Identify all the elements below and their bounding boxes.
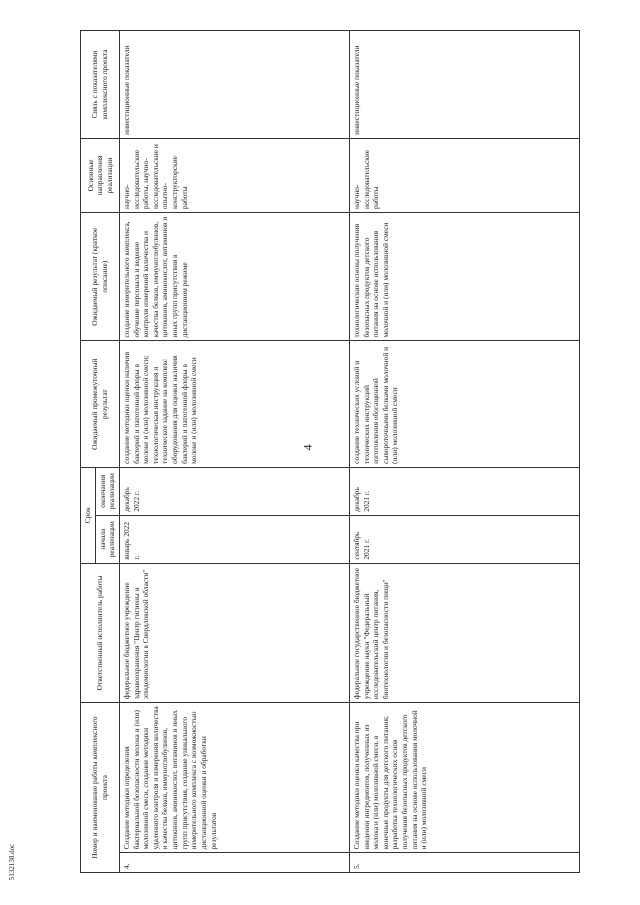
header-executor: Ответственный исполнитель работы [81, 563, 120, 702]
row-directions: научно-исследовательские работы [349, 138, 579, 212]
row-end: декабрь 2021 г. [349, 467, 579, 515]
page-number: 4 [300, 444, 315, 451]
rotated-page [80, 30, 640, 873]
row-start: январь 2022 г. [119, 515, 349, 563]
row-number: 5. [349, 853, 579, 873]
row-work-name: Создание методики определения бактериальной безопасности молока и (или) молозивной смеси, создание методики удаленного контроля и измерения количества и качества белков, иммуноглобулинов, цитокинов, аминокислот, витаминов и иных групп присутствия, создание уникального измерительного комплекса с возможностью дистанционной оценки и обработки результатов [119, 703, 349, 853]
table-row [349, 31, 579, 873]
row-expected-result: создание измерительного комплекса, обучение персонала и ведение контроля измерений количества и качества белков, иммуноглобулинов, цитокинов, аминокислот, витаминов и иных групп присутствия в дистанционном режиме [119, 212, 349, 341]
row-link: инвестиционные показатели [119, 31, 349, 139]
row-link: инвестиционные показатели [349, 31, 579, 139]
header-interim-result: Ожидаемый промежуточный результат [81, 341, 120, 467]
project-table [80, 30, 580, 873]
header-end: окончания реализации [95, 467, 119, 515]
header-start: начала реализации [95, 515, 119, 563]
document-filename: 5132138.doc [8, 843, 17, 881]
row-work-name: Создание методики оценки качества при введении ингредиентов, полученных из молока и (или) молозивной смеси, в конечные продукты для детского питания; разработка технологических основ получения безопасных продуктов детского питания на основе использования молочной и (или) молозивной смеси [349, 703, 579, 853]
row-executor: федеральное государственное бюджетное учреждение науки "Федеральный исследовательский центр питания, биотехнологии и безопасности пищи" [349, 563, 579, 702]
row-end: декабрь 2022 г. [119, 467, 349, 515]
row-directions: научно-исследовательские работы, научно-исследовательские и опытно-конструкторские работы [119, 138, 349, 212]
row-number: 4. [119, 853, 349, 873]
table-row [119, 31, 349, 873]
header-expected-result: Ожидаемый результат (краткое описание) [81, 212, 120, 341]
row-executor: федеральное бюджетное учреждение здравоохранения "Центр гигиены и эпидемиологии в Свердловской области" [119, 563, 349, 702]
header-work-name: Номер и наименование работы комплексного проекта [81, 703, 120, 873]
header-link: Связь с показателями комплексного проекта [81, 31, 120, 139]
row-expected-result: технологические основы получения безопасных продуктов детского питания на основе использования молочной и (или) молозивной смеси [349, 212, 579, 341]
row-interim-result: создание методики оценки наличия бактерий и патогенной флоры в молоке и (или) молозивной смеси; технологическая инструкция и техническое задание на комплекс оборудования для оценки наличия бактерий и патогенной флоры в молоке и (или) молозивной смеси [119, 341, 349, 467]
header-directions: Основные направления реализации [81, 138, 120, 212]
row-start: сентябрь 2021 г. [349, 515, 579, 563]
row-interim-result: создание технических условий и технических инструкций изготовления обогащенной сывороточными белками молочной и (или) молозивной смеси [349, 341, 579, 467]
header-term: Срок [81, 467, 96, 563]
